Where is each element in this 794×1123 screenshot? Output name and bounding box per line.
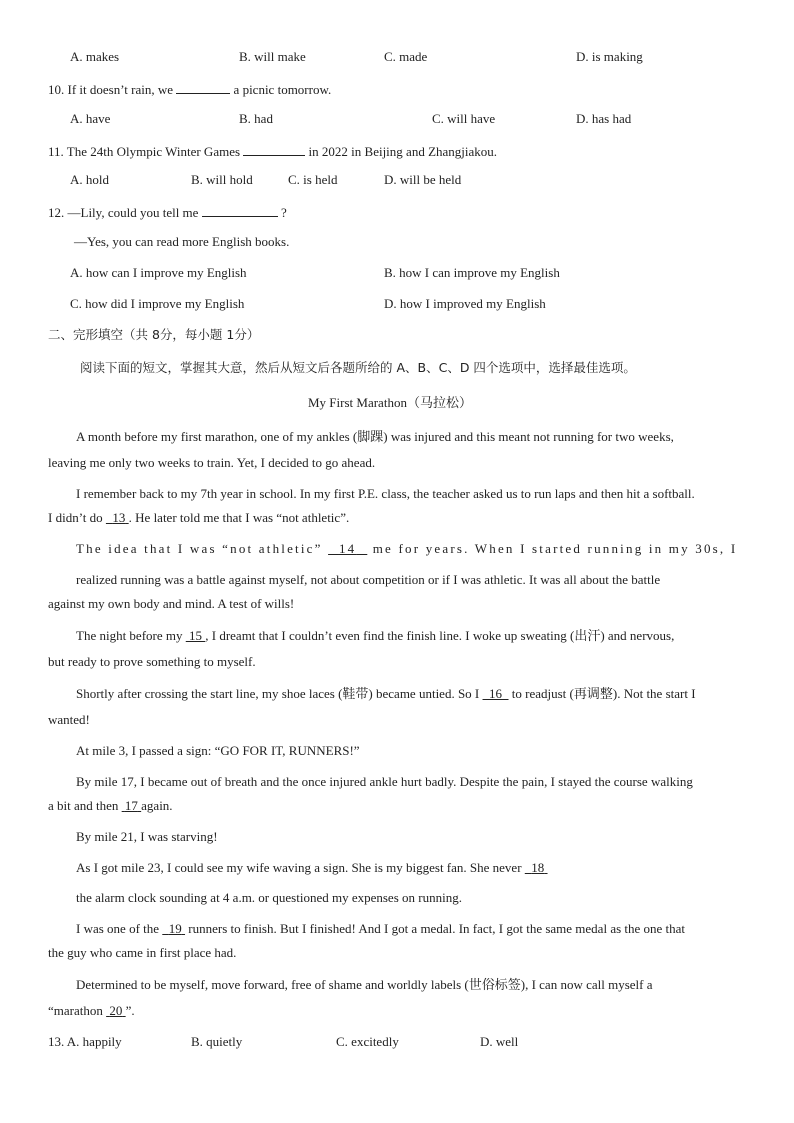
passage-line [48, 510, 349, 526]
q11-option-d: D. will be held [384, 172, 462, 187]
q10-option-c: C. will have [432, 111, 496, 126]
passage-text: I didn’t do [48, 510, 103, 525]
q12-option-a: A. how can I improve my English [70, 265, 247, 280]
q12-stem-post: ? [280, 205, 287, 220]
passage-line [76, 686, 696, 702]
blank-13 [106, 510, 129, 525]
blank-17 [122, 798, 142, 813]
q12-stem [48, 203, 287, 221]
q9-option-b: B. will make [239, 49, 306, 64]
q12-option-b: B. how I can improve my English [384, 265, 560, 280]
passage-text: The night before my [76, 628, 183, 643]
q11-option-c: C. is held [288, 172, 338, 187]
passage-line: A month before my first marathon, one of my ankles (脚踝) was injured and this meant not running for two weeks, [76, 429, 674, 444]
passage-line: wanted! [48, 712, 90, 727]
passage-text: Shortly after crossing the start line, my shoe laces (鞋带) became untied. So I [76, 686, 480, 701]
q13-option-c: C. excitedly [336, 1034, 399, 1049]
blank-number: 14 [338, 541, 357, 556]
q10-blank [176, 80, 230, 94]
blank-18 [525, 860, 548, 875]
q9-option-a: A. makes [70, 49, 120, 64]
blank-16 [483, 686, 509, 701]
q11-option-b: B. will hold [191, 172, 253, 187]
passage-line: Determined to be myself, move forward, free of shame and worldly labels (世俗标签), I can now call myself a [76, 977, 653, 992]
passage-line: I remember back to my 7th year in school. In my first P.E. class, the teacher asked us to run laps and then hit a softball. [76, 486, 695, 501]
passage-text: me for years. When I started running in my 30s, I [372, 541, 738, 556]
q12-stem-pre: 12. —Lily, could you tell me [48, 205, 199, 220]
q11-stem-post: in 2022 in Beijing and Zhangjiakou. [308, 144, 498, 159]
q10-stem-pre: 10. If it doesn’t rain, we [48, 82, 174, 97]
q11-blank [243, 142, 305, 156]
blank-number: 19 [168, 921, 182, 936]
passage-line: but ready to prove something to myself. [48, 654, 256, 669]
q11-stem-pre: 11. The 24th Olympic Winter Games [48, 144, 241, 159]
passage-text: The idea that I was “not athletic” [76, 541, 323, 556]
q10-option-d: D. has had [576, 111, 632, 126]
blank-number: 13 [112, 510, 126, 525]
section-instruction: 阅读下面的短文，掌握其大意，然后从短文后各题所给的 A、B、C、D 四个选项中，选择最佳选项。 [80, 360, 636, 375]
blank-20 [106, 1003, 126, 1018]
q10-stem [48, 80, 331, 98]
passage-line: realized running was a battle against myself, not about competition or if I was athletic. It was all about the battle [76, 572, 661, 587]
passage-text: . He later told me that I was “not athletic”. [128, 510, 350, 525]
blank-number: 16 [489, 686, 503, 701]
q9-option-c: C. made [384, 49, 428, 64]
q11-stem [48, 142, 497, 160]
passage-line [48, 1003, 135, 1019]
blank-number: 15 [189, 628, 202, 643]
passage-line [48, 798, 173, 814]
q13-option-a: 13. A. happily [48, 1034, 122, 1049]
q10-option-b: B. had [239, 111, 273, 126]
passage-line: the alarm clock sounding at 4 a.m. or questioned my expenses on running. [76, 890, 462, 905]
passage-line: the guy who came in first place had. [48, 945, 237, 960]
passage-text: again. [141, 798, 173, 813]
section-heading: 二、完形填空（共 8分，每小题 1分） [48, 327, 260, 342]
passage-line: By mile 17, I became out of breath and the once injured ankle hurt badly. Despite the pain, I stayed the course walking [76, 774, 693, 789]
blank-number: 20 [109, 1003, 123, 1018]
passage-text: “marathon [48, 1003, 103, 1018]
q12-blank [202, 203, 278, 217]
blank-15 [186, 628, 206, 643]
blank-19 [162, 921, 185, 936]
passage-title: My First Marathon（马拉松） [308, 395, 472, 410]
passage-line [76, 921, 685, 937]
passage-text: ”. [125, 1003, 135, 1018]
q12-answer: —Yes, you can read more English books. [74, 234, 290, 249]
q13-option-d: D. well [480, 1034, 519, 1049]
q9-option-d: D. is making [576, 49, 643, 64]
q13-option-b: B. quietly [191, 1034, 243, 1049]
passage-line [76, 541, 737, 557]
q12-option-d: D. how I improved my English [384, 296, 546, 311]
q11-option-a: A. hold [70, 172, 109, 187]
passage-text: , I dreamt that I couldn’t even find the finish line. I woke up sweating (出汗) and nervous, [205, 628, 675, 643]
blank-14 [328, 541, 367, 556]
q10-stem-post: a picnic tomorrow. [233, 82, 332, 97]
passage-text: a bit and then [48, 798, 119, 813]
passage-text: I was one of the [76, 921, 160, 936]
passage-line [76, 860, 548, 876]
passage-line: against my own body and mind. A test of wills! [48, 596, 295, 611]
passage-line [76, 628, 674, 644]
passage-text: runners to finish. But I finished! And I got a medal. In fact, I got the same medal as the one that [188, 921, 686, 936]
passage-text: As I got mile 23, I could see my wife waving a sign. She is my biggest fan. She never [76, 860, 522, 875]
q10-option-a: A. have [70, 111, 111, 126]
blank-number: 18 [531, 860, 545, 875]
blank-number: 17 [124, 798, 138, 813]
passage-line: At mile 3, I passed a sign: “GO FOR IT, RUNNERS!” [76, 743, 360, 758]
passage-text: to readjust (再调整). Not the start I [511, 686, 696, 701]
passage-line: leaving me only two weeks to train. Yet, I decided to go ahead. [48, 455, 376, 470]
q12-option-c: C. how did I improve my English [70, 296, 245, 311]
passage-line: By mile 21, I was starving! [76, 829, 218, 844]
